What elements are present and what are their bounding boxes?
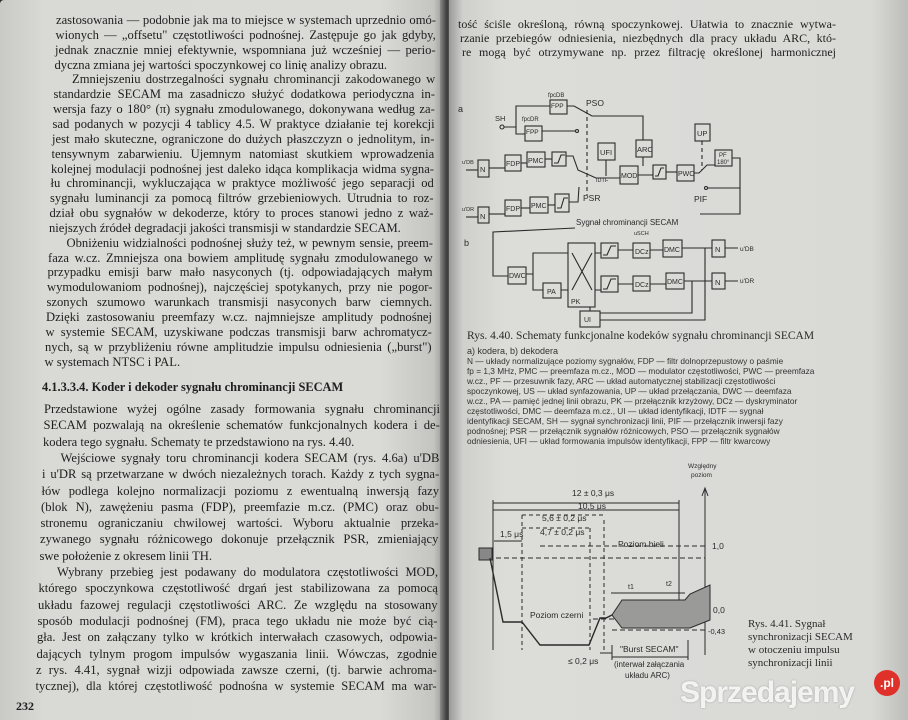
text-line: sad podanych w pozycji 4 tablicy 4.5. W praktyce działanie tej korekcji xyxy=(52,116,435,131)
text-line: re mogą być otrzymywane np. przez filtrację określonej harmonicznej xyxy=(462,45,836,59)
text-line: rzanie przebiegów odniesienia, niezbędnych dla pracy układu ARC, któ- xyxy=(460,31,836,45)
legend-line: w.cz., PA — pamięć jednej linii obrazu, PK — przełącznik krzyżowy, DCz — dyskryminator xyxy=(467,396,798,406)
dim-12us: 12 ± 0,3 μs xyxy=(572,488,615,498)
page-number: 232 xyxy=(16,699,34,713)
text-line: (blok N), zawężeniu pasma (FDP), preemfazie m.cz. (PMC) oraz obu- xyxy=(41,499,439,514)
text-line: układu fazowej regulacji częstotliwości ARC. Ze względu na stosowany xyxy=(38,597,438,612)
text-line: jest mało skuteczne, ograniczone do dużych płaszczyzn o jednolitym, in- xyxy=(52,131,435,146)
udr-output-label: u'DR xyxy=(740,278,755,285)
fpcdb-label: fpcDB xyxy=(548,93,565,99)
dmc-label: DMC xyxy=(667,279,683,286)
pa-label: PA xyxy=(547,289,556,296)
text-line: tensywnym zabarwieniu. Ujemnym natomiast skutkiem wprowadzenia xyxy=(51,146,435,161)
interval-arc-label: układu ARC) xyxy=(625,671,670,680)
sh-label: SH xyxy=(495,114,506,123)
n-label: N xyxy=(480,165,486,174)
dmc-label: DMC xyxy=(664,247,680,254)
text-line: dających tylnym progom impulsów wygaszania linii. Wówczas, zgodnie xyxy=(36,646,437,661)
fdp-label: FDP xyxy=(506,161,520,168)
pwc-label: PWC xyxy=(678,171,695,178)
usch-label: uSCH xyxy=(634,231,649,237)
text-line: swe położenie z okresem linii TH. xyxy=(39,548,213,563)
n-label: N xyxy=(715,278,721,287)
pf-180-label: 180° xyxy=(717,160,730,166)
level-1-0: 1,0 xyxy=(712,541,724,551)
text-line: Wejściowe sygnały toru chrominancji kodera SECAM (rys. 4.6a) u'DB xyxy=(60,450,440,465)
legend-line: spoczynkowej, US — układ synfazowania, UP — układ przełączania, DWC — deemfaza xyxy=(467,386,792,396)
legend-line: odniesienia, UFI — układ formowania impulsów identyfikacji, FPP — filtr kwarcowy xyxy=(467,436,771,446)
text-line: stronemu ograniczaniu chwilowej wartości. Wyboru aktualnie przeka- xyxy=(40,516,439,531)
figure-4-41-sync-signal xyxy=(479,463,725,680)
text-line: kodera tego sygnału. Schematy te przedstawiono na rys. 4.40. xyxy=(43,434,355,449)
idtf-label: IDTF xyxy=(596,178,609,184)
dim-4-7us: 4,7 ± 0,2 μs xyxy=(540,527,585,537)
dcz-label: DCz xyxy=(635,249,649,256)
figure-4-40-subcaption: a) kodera, b) dekodera xyxy=(467,346,559,356)
burst-secam-label: "Burst SECAM" xyxy=(620,644,679,654)
dim-5-6us: 5,6 ± 0,2 μs xyxy=(542,513,587,523)
text-line: sygnału luminancji za pomocą filtrów grzebieniowych. Utrudnia to roz- xyxy=(50,191,434,206)
legend-line: N — układy normalizujące poziomy sygnałów, FDP — filtr dolnoprzepustowy o paśmie xyxy=(467,356,784,366)
text-line: dyczna zmiana jej wartości spoczynkowej co linię analizy obrazu. xyxy=(54,57,388,72)
text-line: zastosowania — podobnie jak ma to miejsce w systemach uprzednio omó- xyxy=(56,13,436,27)
text-line: Przedstawione wyżej ogólne zasady formowania sygnału chrominancji xyxy=(44,402,440,416)
text-line: wymodulowaniom podnośnej), najczęściej spotykanych, przy nie pogor- xyxy=(47,280,433,295)
legend-line: częstotliwości, DMC — deemfaza m.cz., UI — układ identyfikacji, IDTF — sygnał xyxy=(467,406,764,416)
text-line: Wybrany przebieg jest podawany do modulatora częstotliwości MOD, xyxy=(57,565,438,579)
text-line: łu chrominancji, wykluczająca w praktyce możliwość jego separacji od xyxy=(50,176,434,191)
level-0-0: 0,0 xyxy=(713,605,725,615)
axis-label-relative: Względny xyxy=(688,463,717,470)
figure-4-40-caption: Rys. 4.40. Schematy funkcjonalne kodeków sygnału chrominancji SECAM xyxy=(467,330,815,342)
up-label: UP xyxy=(697,129,708,138)
text-line: standardzie SECAM ma zasadniczo służyć dodatkowa periodyczna in- xyxy=(53,87,435,102)
text-line: Zmniejszeniu dostrzegalności sygnału chrominancji zakodowanego w xyxy=(72,72,436,87)
dim-10-5us: 10,5 μs xyxy=(578,501,607,511)
udb-output-label: u'DB xyxy=(740,246,754,253)
text-line: dział obu sygnałów w dekoderze, który to proces stanowi jedno z waż- xyxy=(49,206,434,221)
text-line: szonych szumowo warunkach transmisji nasyconych barw ciemnych. xyxy=(46,295,433,310)
legend-line: identyfikacji SECAM, SH — sygnał synchronizacji linii, PIF — przełącznik inwersji fazy xyxy=(467,416,783,426)
text-line: wionych — „offsetu" częstotliwości podnośnej. Zastępuje go jak gdyby, xyxy=(55,27,436,42)
text-line: w systemie SECAM, uzyskiwane podczas transmisji barw achromatycz- xyxy=(45,324,432,339)
psr-label: PSR xyxy=(583,193,601,203)
text-line: tycznej), dla której częstotliwość podnośna w systemie SECAM ma war- xyxy=(35,679,437,694)
ui-label: UI xyxy=(584,317,591,324)
secam-signal-label: Sygnał chrominancji SECAM xyxy=(576,218,679,227)
figure-4-40-block-diagram xyxy=(458,93,755,327)
text-line: tość ściśle określoną, równą spoczynkowej. Ułatwia to znacznie wytwa- xyxy=(458,17,836,31)
interval-label: (interwał załączania xyxy=(614,660,685,669)
white-level-label: Poziom bieli xyxy=(618,539,664,549)
fpp-label: FPP xyxy=(526,129,539,136)
text-line: w systemach NTSC i PAL. xyxy=(44,354,181,369)
text-line: łów podlega kolejno normalizacji poziomu z ewentualną inwersją fazy xyxy=(41,483,439,498)
text-line: Dzięki zastosowaniu preemfazy w.cz. najmniejsze amplitudy podnośnej xyxy=(46,310,432,324)
black-level-label: Poziom czerni xyxy=(530,610,584,620)
pif-label: PIF xyxy=(694,194,708,204)
fpcdr-label: fpcDR xyxy=(522,117,539,123)
text-line: gła. Jest on załączany tylko w krótkich interwałach czasowych, odpowia- xyxy=(37,630,438,645)
dwc-label: DWC xyxy=(509,273,526,280)
text-line: którego spoczynkowa częstotliwość drgań jest stabilizowana za pomocą xyxy=(38,581,438,596)
figure-4-41-caption-line: synchronizacji SECAM xyxy=(748,631,853,643)
watermark-logo: Sprzedajemy xyxy=(680,676,855,709)
text-line: przypadku emisji barw mało nasyconych (tj. odpowiadających małym xyxy=(47,265,433,280)
pk-label: PK xyxy=(571,299,581,306)
figure-4-41-caption-line: synchronizacji linii xyxy=(748,657,833,669)
n-label: N xyxy=(715,245,721,254)
text-line: faza w.cz. Zmniejsza ona bowiem amplitudę sygnału zmodulowanego w xyxy=(48,250,433,265)
pmc-label: PMC xyxy=(528,158,544,165)
figure-4-41-caption-line: Rys. 4.41. Sygnał xyxy=(748,618,826,630)
figure-4-41-caption-line: w otoczeniu impulsu xyxy=(748,644,840,656)
text-line: i u'DR są przetwarzane w dwóch niezależnych torach. Każdy z tych sygna- xyxy=(42,467,440,482)
dim-0-2us: ≤ 0,2 μs xyxy=(568,656,599,666)
fpp-label: FPP xyxy=(551,103,564,110)
fdp-label: FDP xyxy=(506,206,520,213)
dcz-label: DCz xyxy=(635,282,649,289)
udr-input-label: u'DR xyxy=(462,207,475,213)
text-line: SECAM pozwalają na określenie schematów funkcjonalnych kodera i de- xyxy=(43,418,440,433)
pmc-label: PMC xyxy=(531,203,547,210)
watermark-badge: .pl xyxy=(874,670,900,696)
pf-label: PF xyxy=(719,153,727,159)
text-line: niejszych źródeł degradacji jakości transmisji w standardzie SECAM. xyxy=(49,220,401,235)
text-line: jednak znacznie mniej efektywnie, wspomniana już wcześniej — perio- xyxy=(55,42,436,57)
text-line: z rys. 4.41, sygnał wizji odpowiada zawsze czerni, (tj. barwie achroma- xyxy=(36,662,437,677)
legend-line: fp = 1,3 MHz, PMC — preemfaza m.cz., MOD — modulator częstotliwości, PWC — preemfaza xyxy=(467,366,815,376)
t2-label: t2 xyxy=(666,581,672,588)
text-line: sposób modulacji podnośnej (FM), praca tego układu nie może być cią- xyxy=(37,613,438,628)
udb-input-label: u'DB xyxy=(462,160,474,166)
axis-label-level: poziom xyxy=(691,472,712,479)
text-line: Obniżeniu widzialności podnośnej służy też, w pewnym sensie, preem- xyxy=(66,235,433,250)
legend-line: podnośnej; PSR — przełącznik sygnałów różnicowych, PSO — przełącznik sygnałów xyxy=(467,426,780,436)
diagram-label-b: b xyxy=(464,238,470,248)
arc-label: ARC xyxy=(637,145,653,154)
text-line: zywanego sygnału różnicowego dokonuje przełącznik PSR, zmieniający xyxy=(40,532,439,547)
dim-1-5us: 1,5 μs xyxy=(500,529,524,539)
level-minus-0-43: -0,43 xyxy=(708,627,726,636)
ufi-label: UFI xyxy=(600,148,613,157)
mod-label: MOD xyxy=(621,173,638,180)
legend-line: w.cz., PF — przesuwnik fazy, ARC — układ automatycznej stabilizacji częstotliwości xyxy=(467,376,776,386)
n-label: N xyxy=(480,212,486,221)
diagram-label-a: a xyxy=(458,104,464,114)
text-line: kolejnej modulacji podnośnej jest daleko idąca komplikacja widma sygna- xyxy=(51,161,434,176)
text-line: nych, są w przybliżeniu równe amplitudzie impulsu odniesienia („burst") xyxy=(45,339,432,354)
pso-label: PSO xyxy=(586,98,604,108)
text-line: wersja fazy o 180° (π) sygnału zmodulowanego, dokonywana według za- xyxy=(53,102,435,117)
section-heading: 4.1.3.3.4. Koder i dekoder sygnału chrominancji SECAM xyxy=(42,380,344,394)
t1-label: t1 xyxy=(628,584,634,591)
